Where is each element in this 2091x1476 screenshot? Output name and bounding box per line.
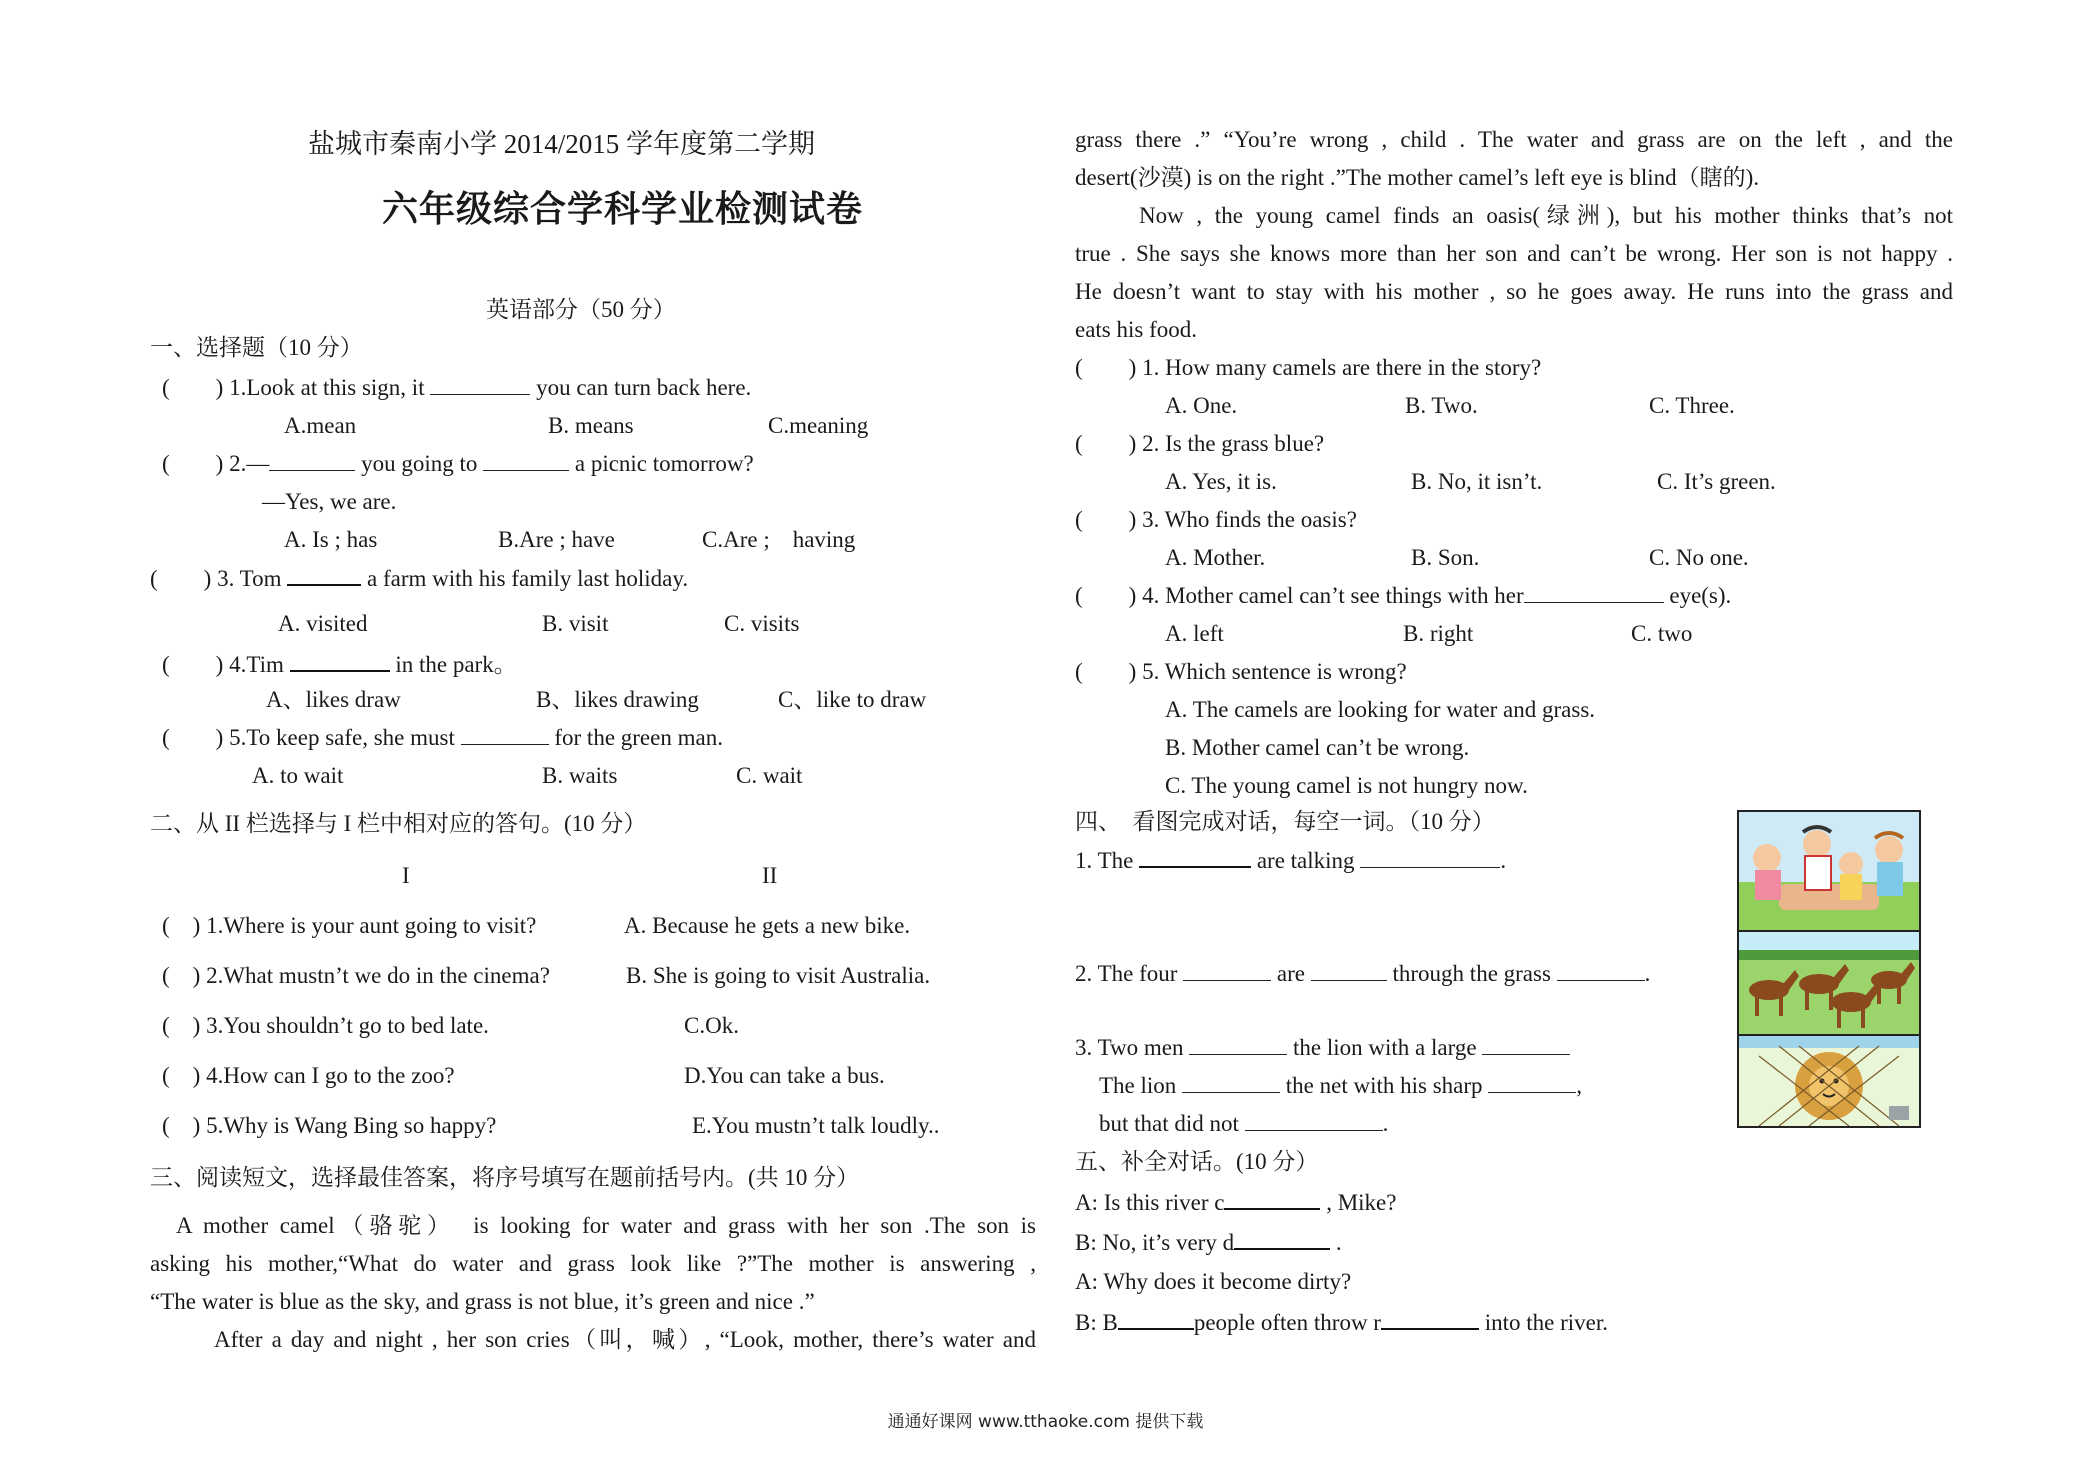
blank[interactable]: [1482, 1034, 1570, 1055]
passage-line: A mother camel（骆驼） is looking for water and grass with her son .The son is: [176, 1213, 1036, 1238]
blank[interactable]: [287, 564, 361, 586]
blank[interactable]: [1245, 1110, 1383, 1131]
column-i-header: I: [402, 863, 410, 888]
blank[interactable]: [1311, 960, 1387, 981]
q1-option-c: C.meaning: [768, 413, 869, 438]
passage-line: “The water is blue as the sky, and grass is not blue, it’s green and nice .”: [150, 1289, 815, 1314]
q5-option-a: A. to wait: [252, 763, 344, 788]
q3-option-b: B. visit: [542, 611, 609, 636]
answer-paren[interactable]: ( ): [162, 1113, 201, 1138]
answer-paren[interactable]: ( ): [1075, 583, 1137, 608]
match-row: ( ) 3.You shouldn’t go to bed late.: [162, 1013, 489, 1038]
answer-paren[interactable]: ( ): [1075, 507, 1137, 532]
blank[interactable]: [1189, 1034, 1287, 1055]
q5-option-c: C. wait: [736, 763, 803, 788]
q4-option-b: B、likes drawing: [536, 687, 699, 712]
blank[interactable]: [483, 450, 569, 471]
school-line: 盐城市秦南小学 2014/2015 学年度第二学期: [308, 129, 816, 159]
q2-option-a: A. Is ; has: [284, 527, 378, 552]
passage-line: desert(沙漠) is on the right .”The mother camel’s left eye is blind（瞎的).: [1075, 165, 1760, 190]
blank[interactable]: [1182, 1072, 1280, 1093]
passage-line: asking his mother,“What do water and grass look like ?”The mother is answering ,: [150, 1251, 1036, 1276]
rq4-option-a: A. left: [1165, 621, 1224, 646]
reading-question-1: ( ) 1. How many camels are there in the story?: [1075, 355, 1542, 380]
q1-option-b: B. means: [548, 413, 634, 438]
blank[interactable]: [1360, 847, 1500, 868]
horses-running-picture: [1737, 930, 1921, 1038]
q4-option-c: C、like to draw: [778, 687, 927, 712]
rq4-option-b: B. right: [1403, 621, 1474, 646]
rq1-option-c: C. Three.: [1649, 393, 1735, 418]
rq3-option-a: A. Mother.: [1165, 545, 1266, 570]
q1-option-a: A.mean: [284, 413, 357, 438]
blank[interactable]: [1488, 1072, 1576, 1093]
question-5: ( ) 5.To keep safe, she must for the green man.: [162, 725, 723, 750]
blank[interactable]: [461, 724, 549, 745]
match-row: ( ) 5.Why is Wang Bing so happy?: [162, 1113, 497, 1138]
rq2-option-a: A. Yes, it is.: [1165, 469, 1277, 494]
picture-line-5: but that did not .: [1099, 1111, 1389, 1136]
passage-line: grass there .” “You’re wrong , child . The water and grass are on the left , and the: [1075, 127, 1953, 152]
q2-option-b: B.Are ; have: [498, 527, 615, 552]
children-talking-icon: [1739, 812, 1919, 932]
q3-option-c: C. visits: [724, 611, 800, 636]
section2-title: 二、从 II 栏选择与 I 栏中相对应的答句。(10 分）: [150, 811, 647, 836]
answer-paren[interactable]: ( ): [1075, 355, 1137, 380]
picture-line-1: 1. The are talking .: [1075, 848, 1507, 873]
question-1: ( ) 1.Look at this sign, it you can turn back here.: [162, 375, 752, 400]
q3-option-a: A. visited: [278, 611, 368, 636]
answer-paren[interactable]: ( ): [162, 652, 224, 677]
question-4: ( ) 4.Tim in the park。: [162, 652, 517, 677]
lion-in-net-picture: [1737, 1034, 1921, 1128]
answer-paren[interactable]: ( ): [150, 566, 212, 591]
question-3: ( ) 3. Tom a farm with his family last holiday.: [150, 566, 689, 591]
rq3-option-c: C. No one.: [1649, 545, 1749, 570]
reading-question-4: ( ) 4. Mother camel can’t see things with her eye(s).: [1075, 583, 1732, 608]
blank[interactable]: [290, 650, 390, 672]
lion-in-net-icon: [1739, 1036, 1919, 1126]
question-2: ( ) 2.— you going to a picnic tomorrow?: [162, 451, 754, 476]
match-answer: A. Because he gets a new bike.: [624, 913, 911, 938]
blank[interactable]: [1524, 582, 1664, 603]
passage-line: true . She says she knows more than her son and can’t be wrong. Her son is not happy .: [1075, 241, 1953, 266]
answer-paren[interactable]: ( ): [162, 725, 224, 750]
picture-line-2: 2. The four are through the grass .: [1075, 961, 1651, 986]
answer-paren[interactable]: ( ): [162, 451, 224, 476]
rq1-option-b: B. Two.: [1405, 393, 1478, 418]
column-ii-header: II: [762, 863, 778, 888]
dialog-line-1: A: Is this river c , Mike?: [1075, 1190, 1397, 1215]
passage-line: Now , the young camel finds an oasis(绿洲), but his mother thinks that’s not: [1139, 203, 1953, 228]
answer-paren[interactable]: ( ): [162, 1063, 201, 1088]
blank[interactable]: [269, 450, 355, 471]
answer-paren[interactable]: ( ): [162, 1013, 201, 1038]
reading-question-2: ( ) 2. Is the grass blue?: [1075, 431, 1325, 456]
passage-line: He doesn’t want to stay with his mother , so he goes away. He runs into the grass and: [1075, 279, 1953, 304]
picture-line-3: 3. Two men the lion with a large: [1075, 1034, 1570, 1062]
footer: 通通好课网 www.tthaoke.com 提供下载: [887, 1412, 1204, 1432]
passage-line: After a day and night , her son cries（叫，喊）, “Look, mother, there’s water and: [214, 1327, 1036, 1352]
answer-paren[interactable]: ( ): [1075, 431, 1137, 456]
horses-running-icon: [1739, 932, 1919, 1036]
exam-title: 六年级综合学科学业检测试卷: [382, 189, 864, 230]
blank[interactable]: [1381, 1308, 1479, 1330]
passage-line: eats his food.: [1075, 317, 1198, 342]
dialog-line-2: B: No, it’s very d .: [1075, 1230, 1342, 1255]
answer-paren[interactable]: ( ): [162, 913, 201, 938]
dialog-line-3: A: Why does it become dirty?: [1075, 1269, 1352, 1294]
reading-question-3: ( ) 3. Who finds the oasis?: [1075, 507, 1357, 532]
blank[interactable]: [1234, 1228, 1330, 1250]
picture-line-4: The lion the net with his sharp ,: [1099, 1073, 1583, 1098]
blank[interactable]: [1224, 1188, 1320, 1210]
blank[interactable]: [430, 374, 530, 395]
match-answer: C.Ok.: [684, 1013, 739, 1038]
match-answer: E.You mustn’t talk loudly..: [692, 1113, 940, 1138]
section3-title: 三、阅读短文，选择最佳答案，将序号填写在题前括号内。(共 10 分）: [150, 1165, 860, 1190]
match-row: ( ) 2.What mustn’t we do in the cinema?: [162, 963, 550, 988]
match-row: ( ) 4.How can I go to the zoo?: [162, 1063, 455, 1088]
q4-option-a: A、likes draw: [266, 687, 401, 712]
section1-title: 一、选择题（10 分）: [150, 335, 363, 360]
section5-title: 五、补全对话。(10 分）: [1075, 1149, 1319, 1174]
section4-title: 四、 看图完成对话，每空一词。（10 分）: [1075, 809, 1495, 834]
blank[interactable]: [1183, 960, 1271, 981]
blank[interactable]: [1557, 960, 1645, 981]
rq3-option-b: B. Son.: [1411, 545, 1480, 570]
rq5-option-a: A. The camels are looking for water and grass.: [1165, 697, 1596, 722]
match-row: ( ) 1.Where is your aunt going to visit?: [162, 913, 537, 938]
q5-option-b: B. waits: [542, 763, 618, 788]
match-answer: B. She is going to visit Australia.: [626, 963, 931, 988]
dialog-line-4: B: B people often throw r into the river.: [1075, 1310, 1608, 1335]
blank[interactable]: [1118, 1308, 1194, 1330]
rq2-option-c: C. It’s green.: [1657, 469, 1776, 494]
rq4-option-c: C. two: [1631, 621, 1693, 646]
match-answer: D.You can take a bus.: [684, 1063, 885, 1088]
answer-paren[interactable]: ( ): [1075, 659, 1137, 684]
answer-paren[interactable]: ( ): [162, 963, 201, 988]
blank[interactable]: [1139, 846, 1251, 868]
children-talking-picture: [1737, 810, 1921, 934]
answer-paren[interactable]: ( ): [162, 375, 224, 400]
rq2-option-b: B. No, it isn’t.: [1411, 469, 1543, 494]
rq1-option-a: A. One.: [1165, 393, 1238, 418]
rq5-option-c: C. The young camel is not hungry now.: [1165, 773, 1528, 798]
q2-reply: —Yes, we are.: [262, 489, 397, 514]
rq5-option-b: B. Mother camel can’t be wrong.: [1165, 735, 1470, 760]
q2-option-c: C.Are ; having: [702, 527, 856, 552]
reading-question-5: ( ) 5. Which sentence is wrong?: [1075, 659, 1407, 684]
part-title: 英语部分（50 分）: [486, 297, 676, 322]
